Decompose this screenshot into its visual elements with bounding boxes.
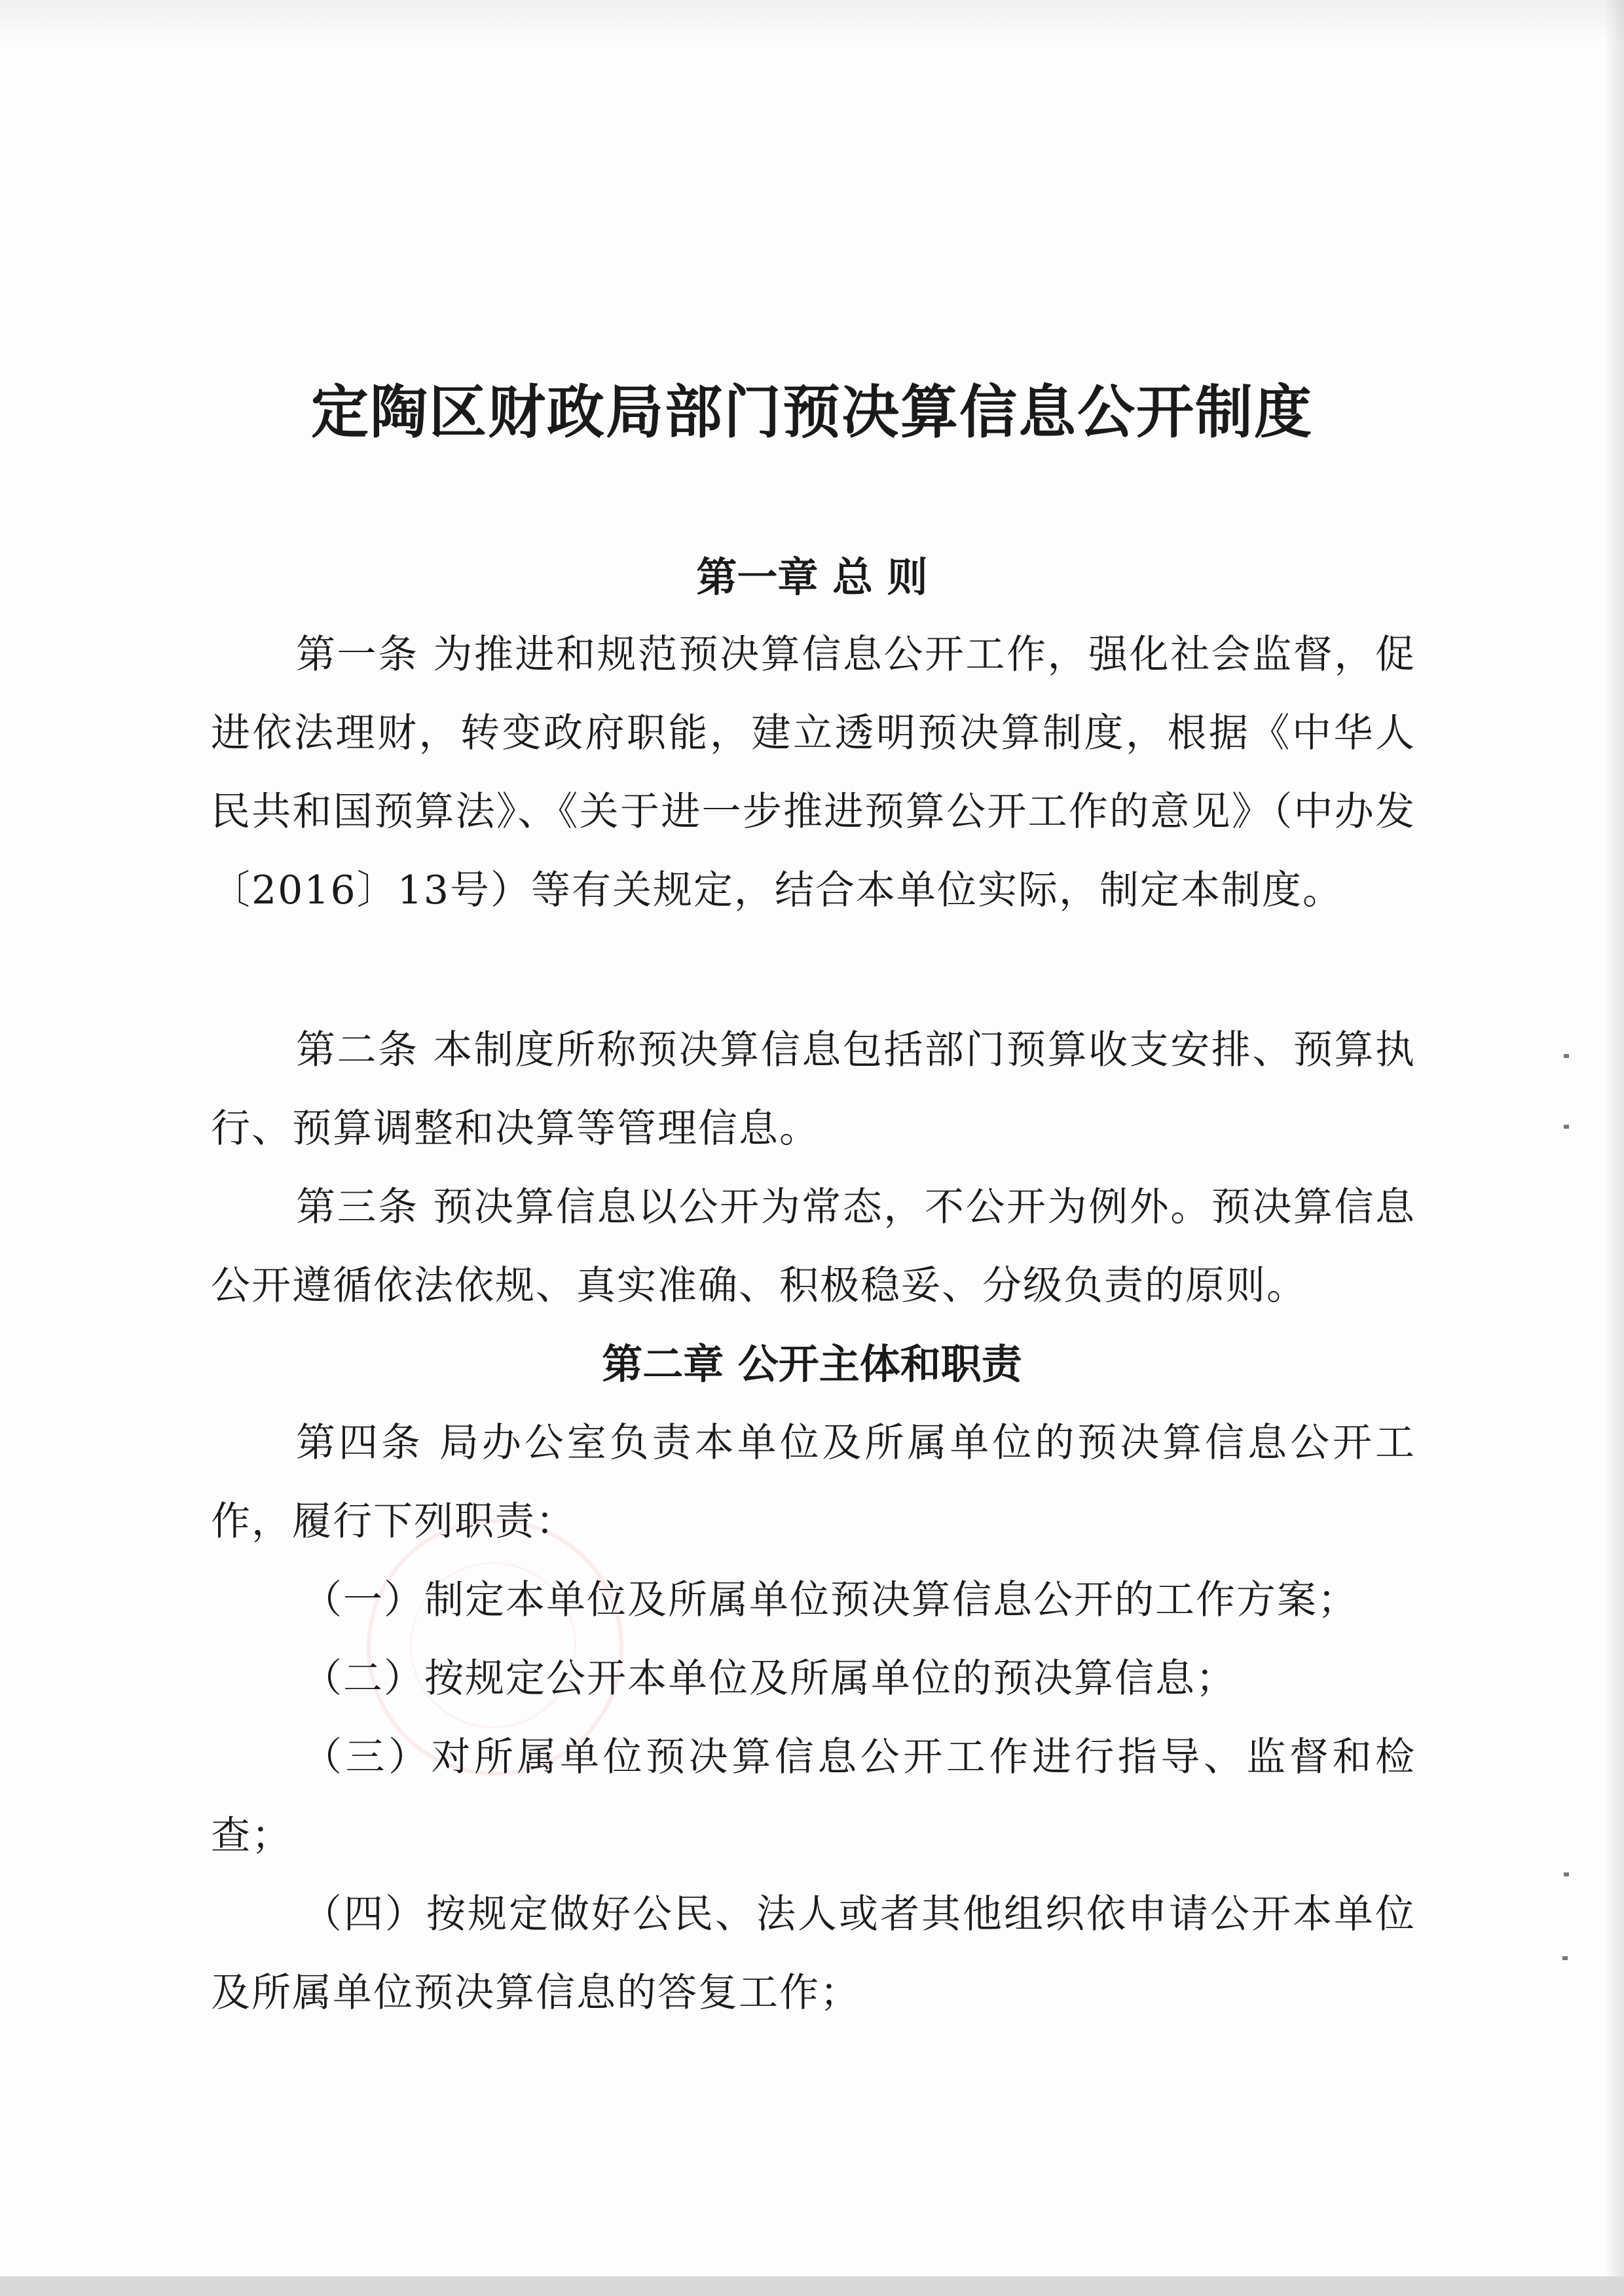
- scan-edge-bottom: [0, 2276, 1624, 2296]
- duty-item-1: （一）制定本单位及所属单位预决算信息公开的工作方案；: [303, 1577, 1358, 1623]
- article-1: 第一条 为推进和规范预决算信息公开工作，强化社会监督，促进依法理财，转变政府职能，建立透明预决算制度，根据《中华人民共和国预算法》、《关于进一步推进预算公开工作的意见》（中办发〔2016〕13号）等有关规定，结合本单位实际，制定本制度。: [211, 632, 1416, 913]
- scan-margin-mark: [1564, 1872, 1569, 1876]
- scan-edge-right: [1604, 0, 1624, 2296]
- scan-edge-top: [0, 0, 1624, 46]
- article-3: 第三条 预决算信息以公开为常态，不公开为例外。预决算信息公开遵循依法依规、真实准确、积极稳妥、分级负责的原则。: [211, 1184, 1416, 1309]
- document-title: 定陶区财政局部门预决算信息公开制度: [310, 378, 1313, 446]
- scan-margin-mark: [1564, 1125, 1569, 1129]
- scan-margin-mark: [1562, 1956, 1568, 1960]
- duty-item-3: （三）对所属单位预决算信息公开工作进行指导、监督和检查；: [211, 1734, 1416, 1859]
- chapter-1-heading: 第一章 总 则: [696, 553, 928, 601]
- article-2: 第二条 本制度所称预决算信息包括部门预算收支安排、预算执行、预算调整和决算等管理信息。: [211, 1027, 1416, 1152]
- duty-item-4: （四）按规定做好公民、法人或者其他组织依申请公开本单位及所属单位预决算信息的答复工作；: [211, 1891, 1416, 2016]
- duty-item-2: （二）按规定公开本单位及所属单位的预决算信息；: [303, 1656, 1236, 1702]
- scan-margin-mark: [1564, 1054, 1569, 1058]
- chapter-2-heading: 第二章 公开主体和职责: [602, 1340, 1022, 1388]
- article-4: 第四条 局办公室负责本单位及所属单位的预决算信息公开工作，履行下列职责：: [211, 1420, 1416, 1544]
